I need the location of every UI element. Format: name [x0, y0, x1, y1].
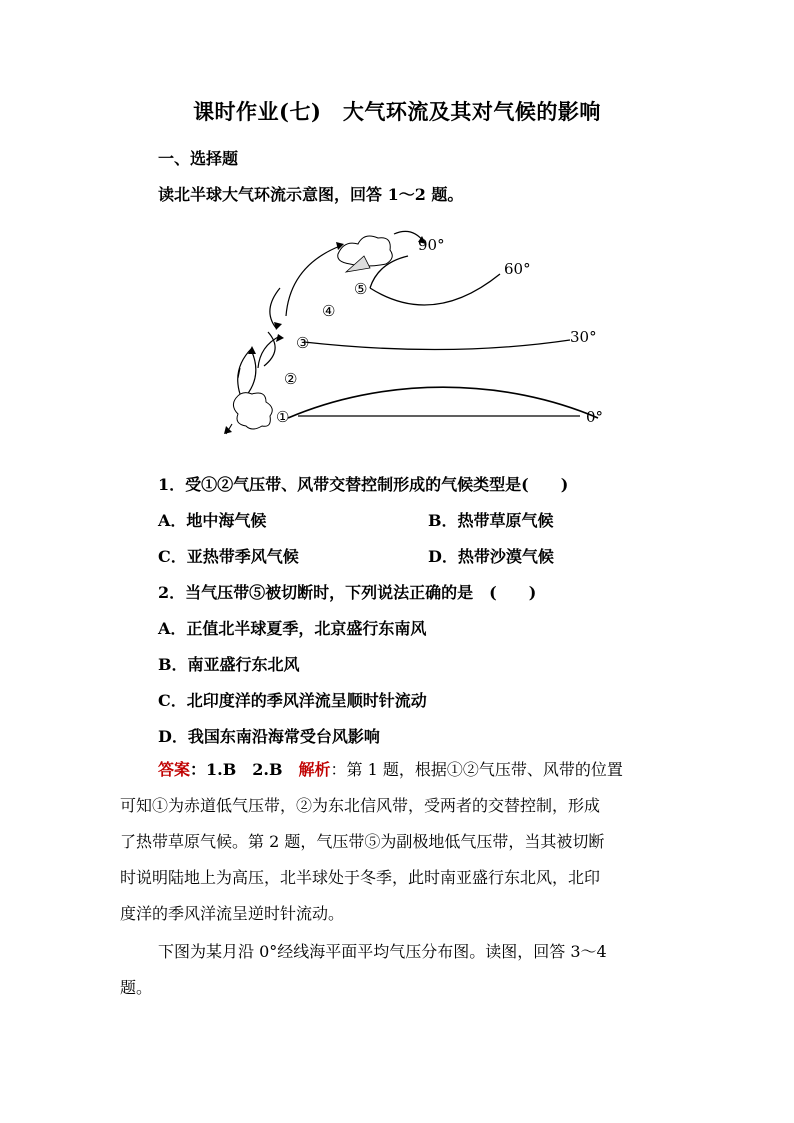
rising-cloud-icon [233, 393, 272, 429]
marker-5: ⑤ [354, 280, 368, 298]
lat30-label: 30° [570, 328, 597, 346]
q2-option-d: D．我国东南沿海常受台风影响 [158, 727, 380, 746]
q1-option-b: B．热带草原气候 [428, 511, 554, 530]
intro-text-2: 下图为某月沿 0°经线海平面平均气压分布图。读图，回答 3～4 题。 [120, 942, 607, 997]
intro-text-1: 读北半球大气环流示意图，回答 1～2 题。 [158, 185, 464, 204]
answer-label: 答案 [158, 760, 191, 779]
analysis-label: 解析 [298, 760, 331, 779]
lat0-label: 0° [586, 408, 604, 426]
answer-values: 1.B 2.B [206, 760, 299, 779]
lat60-loop [370, 274, 500, 305]
lat30-line [304, 340, 570, 350]
q1-option-a: A．地中海气候 [158, 511, 267, 530]
marker-1: ① [276, 408, 290, 426]
section-heading: 一、选择题 [158, 149, 239, 168]
lat60-label: 60° [504, 260, 531, 278]
q2-option-c: C．北印度洋的季风洋流呈顺时针流动 [158, 691, 427, 710]
q1-option-d: D．热带沙漠气候 [428, 547, 554, 566]
q2-option-b: B．南亚盛行东北风 [158, 655, 300, 674]
page-title: 课时作业(七) 大气环流及其对气候的影响 [193, 99, 601, 124]
question-1: 1．受①②气压带、风带交替控制形成的气候类型是( ) [158, 475, 569, 494]
atmospheric-circulation-diagram [218, 218, 618, 458]
marker-2: ② [284, 370, 298, 388]
question-2: 2．当气压带⑤被切断时，下列说法正确的是 ( ) [158, 583, 537, 602]
q2-option-a: A．正值北半球夏季，北京盛行东南风 [158, 619, 427, 638]
answer-block: 答案：1.B 2.B 解析：第 1 题，根据①②气压带、风带的位置 可知①为赤道低气压带，②为东北信风带，受两者的交替控制，形成 了热带草原气候。第 2 题，气压带⑤为副极地低气压带，当其被切断 时说明陆地上为高压，北半球处于冬季，此时南亚盛行东北风，北印 度洋的季风洋流呈逆时针流动。 [120, 760, 623, 923]
hemisphere-arc [288, 387, 598, 418]
marker-4: ④ [322, 302, 336, 320]
lat90-label: 90° [418, 236, 445, 254]
marker-3: ③ [296, 334, 310, 352]
q1-option-c: C．亚热带季风气候 [158, 547, 299, 566]
